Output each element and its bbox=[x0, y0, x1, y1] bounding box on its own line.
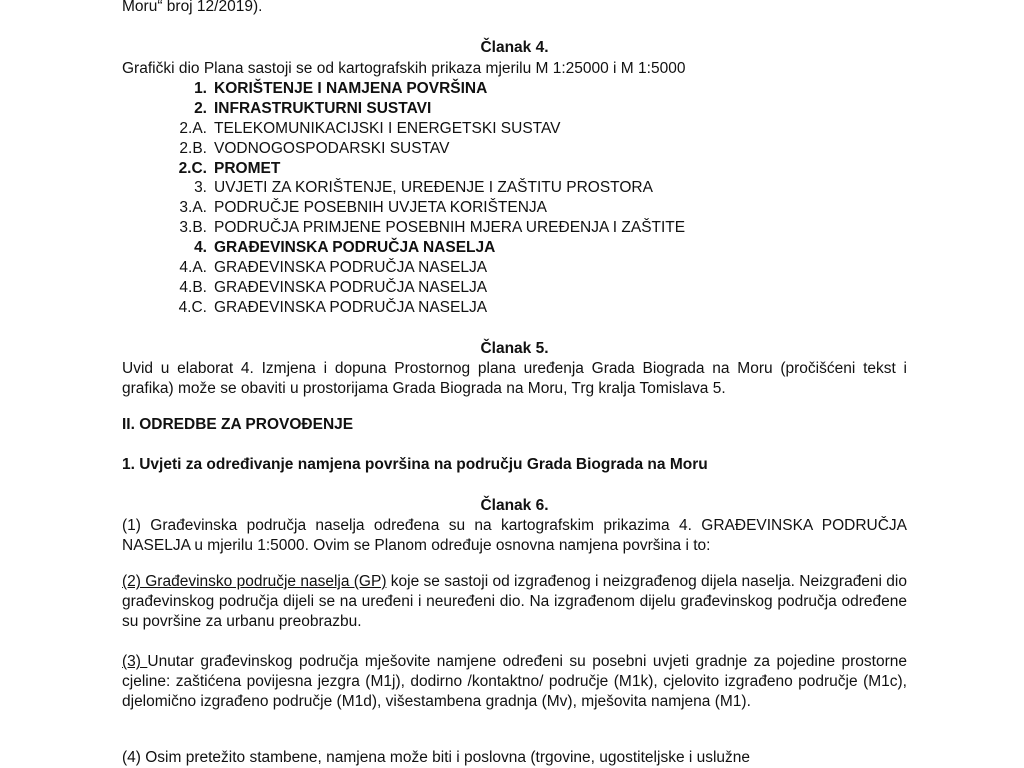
map-list-label: GRAĐEVINSKA PODRUČJA NASELJA bbox=[214, 259, 488, 277]
map-list-label: PODRUČJA PRIMJENE POSEBNIH MJERA UREĐENJA I ZAŠTITE bbox=[214, 219, 686, 237]
clanak-6-paragraph-1: (1) Građevinska područja naselja određena su na kartografskim prikazima 4. GRAĐEVINSKA PODRUČJA NASELJA u mjerilu 1:5000. Ovim se Planom određuje osnovna namjena površina i to: bbox=[122, 517, 907, 554]
map-list-number: 3.A. bbox=[179, 199, 207, 217]
section-ii-heading: II. ODREDBE ZA PROVOĐENJE bbox=[122, 416, 354, 433]
paragraph-2-text: koje se sastoji od izgrađenog i neizgrađenog dijela naselja. Neizgrađeni dio građevinskog područja dijeli se na uređeni i neuređeni dio. Na izgrađenom dijelu građevinskog područja određene su površine za urbanu preobrazbu. bbox=[122, 573, 907, 630]
map-list-label: GRAĐEVINSKA PODRUČJA NASELJA bbox=[214, 278, 488, 296]
map-list-number: 4.A. bbox=[179, 259, 207, 277]
map-list-label: INFRASTRUKTURNI SUSTAVI bbox=[214, 99, 432, 117]
map-list-number: 4.C. bbox=[178, 298, 207, 316]
paragraph-3-underlined-lead: (3) bbox=[122, 653, 148, 670]
map-list-number: 4. bbox=[194, 239, 207, 257]
clanak-4-title: Članak 4. bbox=[480, 39, 549, 56]
clanak-4-intro: Grafički dio Plana sastoji se od kartografskih prikaza mjerilu M 1:25000 i M 1:5000 bbox=[122, 60, 686, 77]
map-list-label: GRAĐEVINSKA PODRUČJA NASELJA bbox=[214, 298, 488, 316]
map-list-label: VODNOGOSPODARSKI SUSTAV bbox=[214, 139, 450, 157]
map-list-number: 2.B. bbox=[179, 139, 207, 157]
top-fragment: Moru“ broj 12/2019). bbox=[122, 0, 263, 15]
clanak-6-paragraph-4: (4) Osim pretežito stambene, namjena može biti i poslovna (trgovine, ugostiteljske i uslužne bbox=[122, 749, 751, 766]
clanak-5-title: Članak 5. bbox=[480, 340, 549, 357]
map-list-label: KORIŠTENJE I NAMJENA POVRŠINA bbox=[214, 80, 488, 97]
map-list-number: 2. bbox=[194, 99, 207, 117]
map-list-label: GRAĐEVINSKA PODRUČJA NASELJA bbox=[214, 239, 496, 257]
clanak-6-paragraph-2 bbox=[122, 572, 907, 632]
paragraph-3-text: Unutar građevinskog područja mješovite namjene određeni su posebni uvjeti gradnje za pojedine prostorne cjeline: zaštićena povijesna jezgra (M1j), dodirno /kontaktno/ područje (M1k), cjelovito izgrađeno područje (M1c), djelomično izgrađeno područje (M1d), višestambena gradnja (Mv), mješovita namjena (M1). bbox=[122, 653, 907, 710]
map-list-number: 4.B. bbox=[179, 278, 207, 296]
map-list-label: UVJETI ZA KORIŠTENJE, UREĐENJE I ZAŠTITU PROSTORA bbox=[214, 179, 653, 197]
map-list-label: PROMET bbox=[214, 159, 281, 177]
map-list-number: 2.C. bbox=[178, 159, 207, 177]
map-list-number: 2.A. bbox=[179, 119, 207, 137]
paragraph-2-underlined-lead: (2) Građevinsko područje naselja (GP) bbox=[122, 573, 387, 590]
map-list-number: 1. bbox=[194, 80, 207, 97]
clanak-6-title: Članak 6. bbox=[480, 497, 549, 514]
map-list-label: PODRUČJE POSEBNIH UVJETA KORIŠTENJA bbox=[214, 199, 548, 217]
map-list-number: 3. bbox=[194, 179, 207, 197]
clanak-5-body: Uvid u elaborat 4. Izmjena i dopuna Prostornog plana uređenja Grada Biograda na Moru (pročišćeni tekst i grafika) može se obaviti u prostorijama Grada Biograda na Moru, Trg kralja Tomislava 5. bbox=[122, 360, 907, 397]
clanak-6-paragraph-3 bbox=[122, 652, 907, 712]
map-list-number: 3.B. bbox=[179, 219, 207, 237]
map-list-label: TELEKOMUNIKACIJSKI I ENERGETSKI SUSTAV bbox=[214, 119, 561, 137]
section-1-heading: 1. Uvjeti za određivanje namjena površina na području Grada Biograda na Moru bbox=[122, 456, 708, 473]
